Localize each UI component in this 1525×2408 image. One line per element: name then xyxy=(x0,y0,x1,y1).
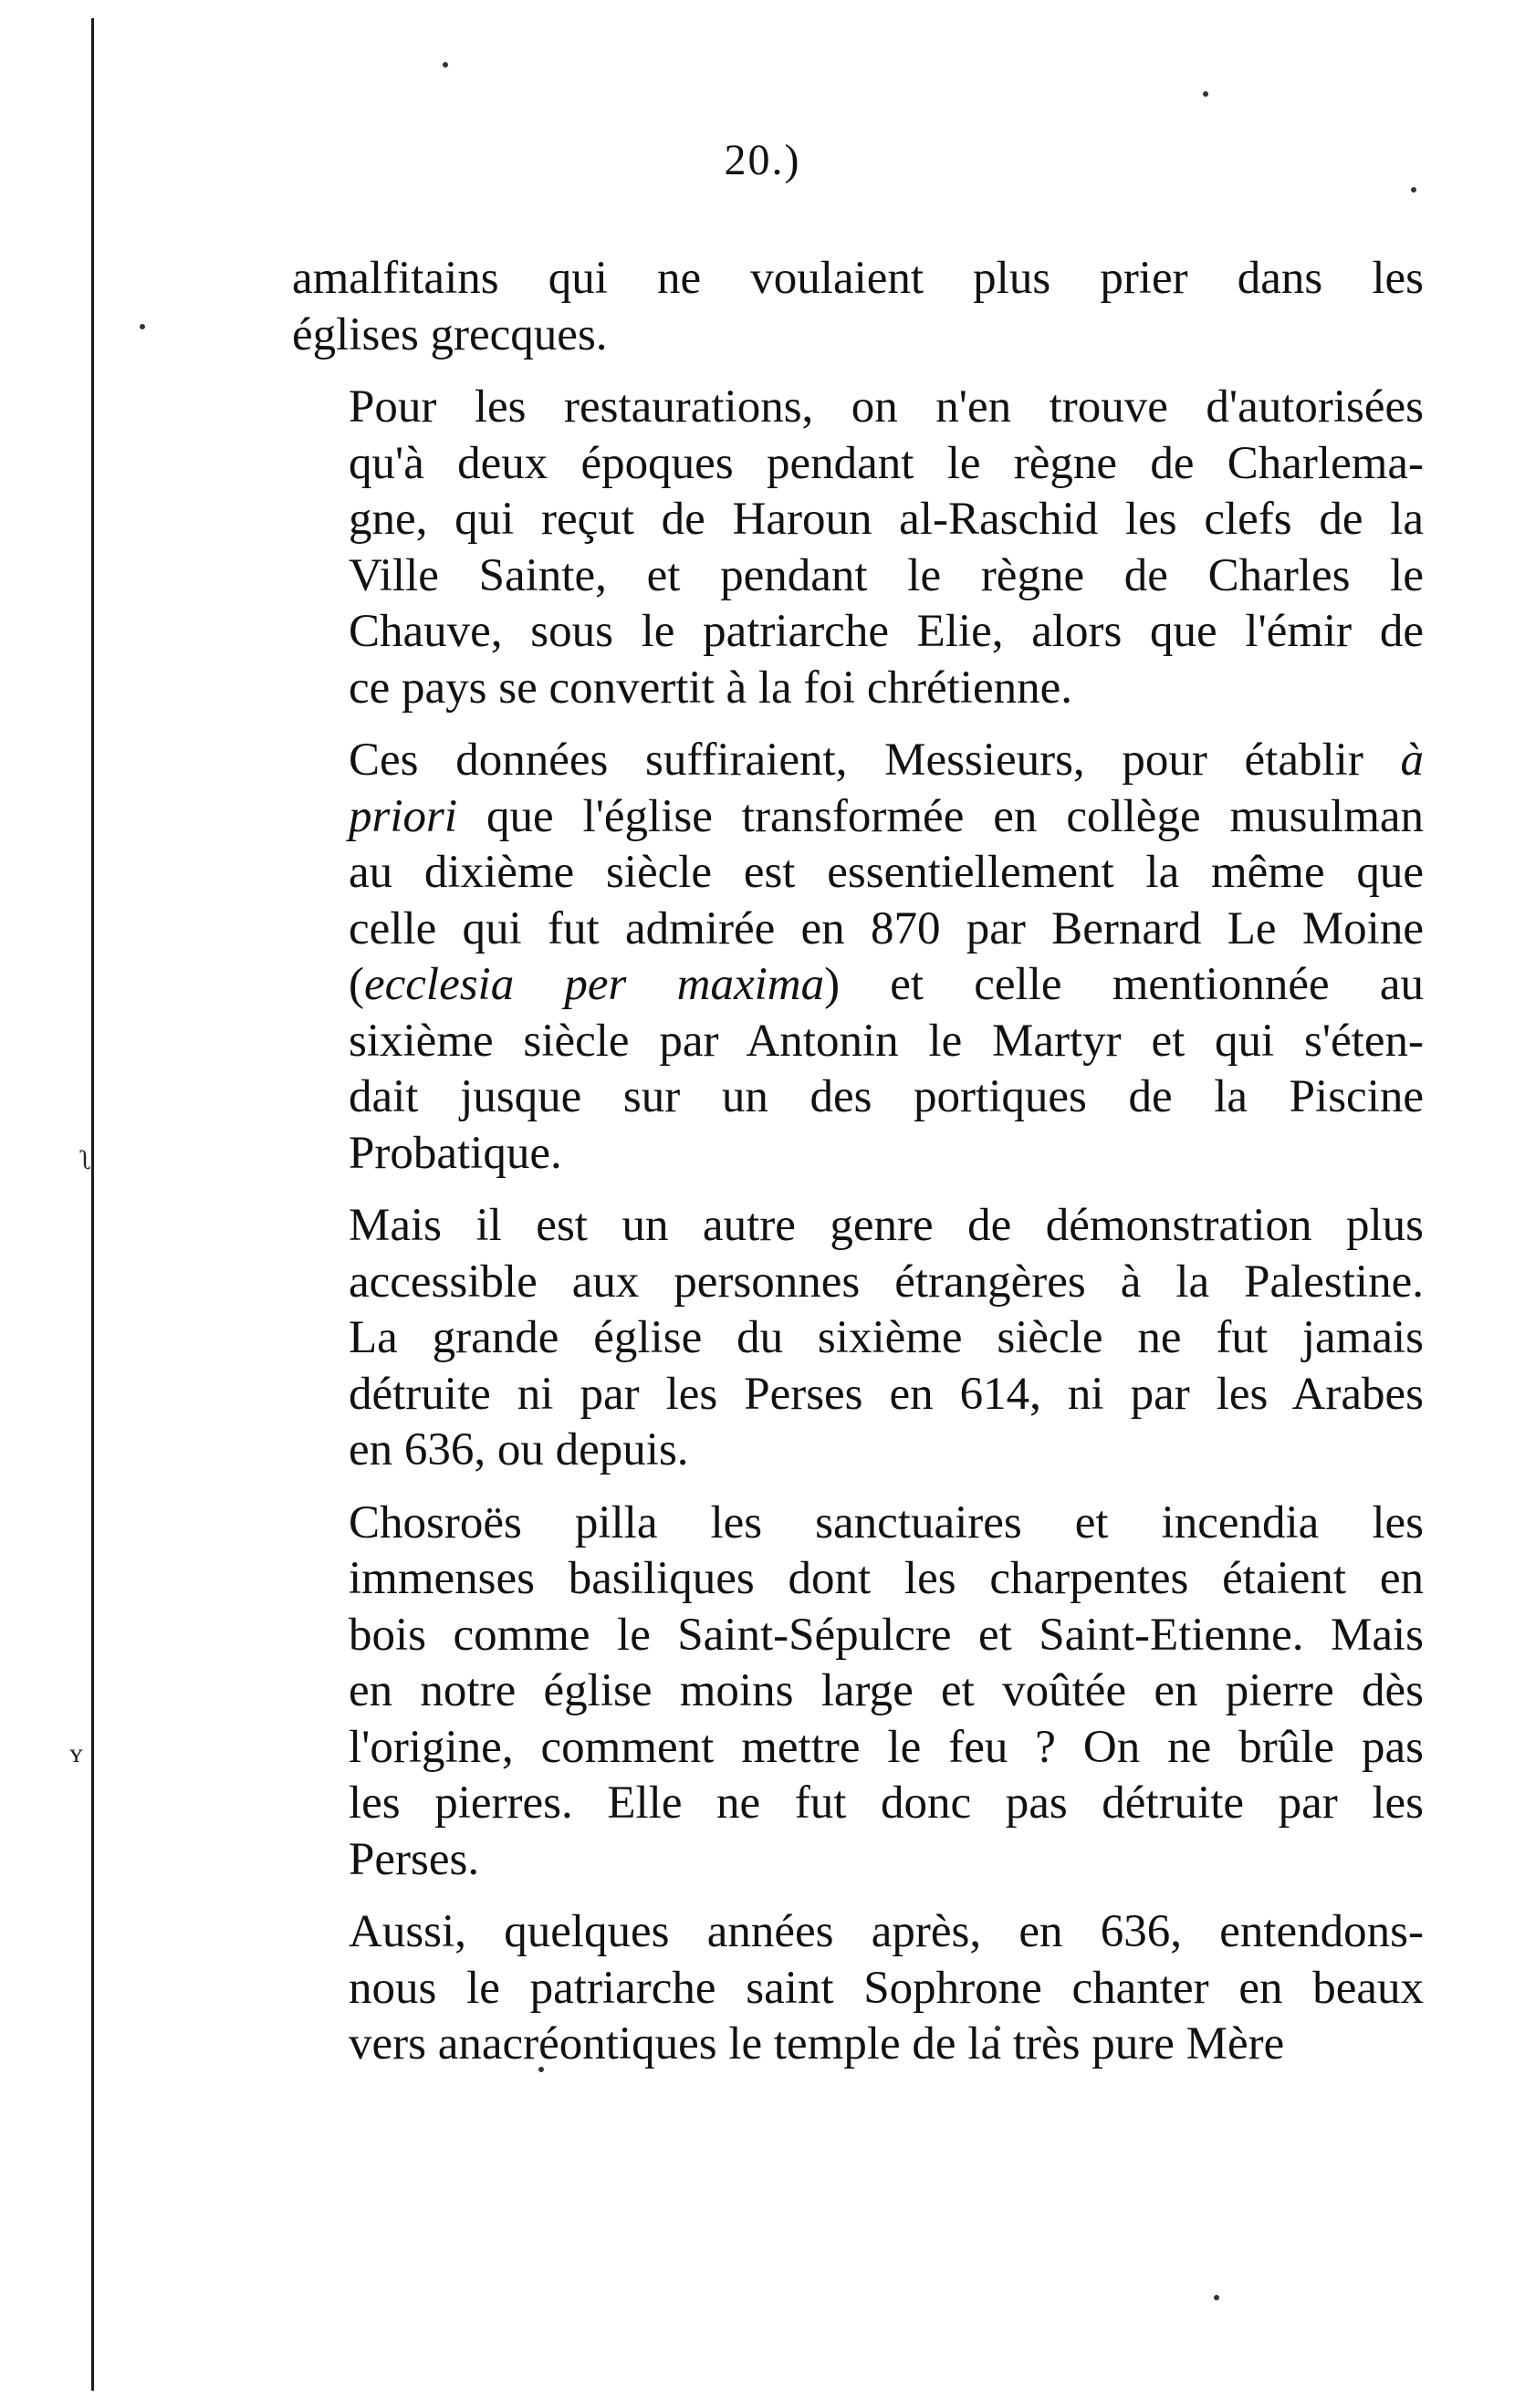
text-line: priori que l'église transformée en collège musulman xyxy=(349,790,1424,842)
text-line: Chosroës pilla les sanctuaires et incendia les xyxy=(349,1496,1424,1548)
text-line: immenses basiliques dont les charpentes étaient en xyxy=(349,1553,1424,1604)
text-line: vers anacréontiques le temple de la très pure Mère xyxy=(349,2018,1285,2069)
text-line: l'origine, comment mettre le feu ? On ne brûle pas xyxy=(349,1721,1424,1773)
text-line: amalfitains qui ne voulaient plus prier dans les xyxy=(292,253,1424,304)
scan-speck xyxy=(1411,187,1416,193)
scan-speck xyxy=(443,62,448,68)
text-line: La grande église du sixième siècle ne fut jamais xyxy=(349,1312,1424,1363)
left-margin-rule xyxy=(91,18,94,2391)
margin-mark: ʅ xyxy=(80,1145,93,1175)
text-line: nous le patriarche saint Sophrone chanter en beaux xyxy=(349,1962,1424,2014)
text-line: celle qui fut admirée en 870 par Bernard Le Moine xyxy=(349,902,1424,954)
scan-speck xyxy=(140,324,145,329)
text-line: en 636, ou depuis. xyxy=(349,1424,689,1475)
text-line: Chauve, sous le patriarche Elie, alors que l'émir de xyxy=(349,606,1424,657)
text-line: détruite ni par les Perses en 614, ni par les Arabes xyxy=(349,1368,1424,1420)
text-line: Perses. xyxy=(349,1833,480,1885)
text-line: ce pays se convertit à la foi chrétienne. xyxy=(349,662,1072,714)
text-line: accessible aux personnes étrangères à la Palestine. xyxy=(349,1256,1424,1308)
paragraph xyxy=(292,1904,1424,2073)
text-line: Ville Sainte, et pendant le règne de Charles le xyxy=(349,549,1424,601)
page-number: 20.) xyxy=(724,136,801,184)
text-line: Probatique. xyxy=(349,1127,562,1179)
paragraph xyxy=(292,251,1424,363)
text-line: au dixième siècle est essentiellement la même que xyxy=(349,847,1424,898)
text-line: Ces données suffiraient, Messieurs, pour établir à xyxy=(349,735,1424,786)
text-line: Aussi, quelques années après, en 636, entendons- xyxy=(349,1906,1424,1957)
text-line: gne, qui reçut de Haroun al-Raschid les clefs de la xyxy=(349,494,1424,545)
scan-speck xyxy=(1203,91,1208,97)
paragraph xyxy=(292,1198,1424,1479)
text-line: en notre église moins large et voûtée en pierre dès xyxy=(349,1665,1424,1716)
paragraph xyxy=(292,733,1424,1182)
text-line: (ecclesia per maxima) et celle mentionnée au xyxy=(349,959,1424,1010)
text-line: sixième siècle par Antonin le Martyr et qui s'éten- xyxy=(349,1015,1424,1067)
text-line: dait jusque sur un des portiques de la Piscine xyxy=(349,1071,1424,1122)
text-line: bois comme le Saint-Sépulcre et Saint-Etienne. Mais xyxy=(349,1609,1424,1661)
paragraph xyxy=(292,1496,1424,1889)
text-line: Mais il est un autre genre de démonstration plus xyxy=(349,1200,1424,1251)
text-line: Pour les restaurations, on n'en trouve d'autorisées xyxy=(349,381,1424,433)
text-line: églises grecques. xyxy=(292,308,608,360)
body-text xyxy=(292,251,1424,2073)
margin-mark: ʏ xyxy=(69,1738,83,1768)
paragraph xyxy=(292,380,1424,716)
text-line: qu'à deux époques pendant le règne de Charlema- xyxy=(349,437,1424,489)
scan-speck xyxy=(1214,2295,1219,2300)
text-line: les pierres. Elle ne fut donc pas détruite par les xyxy=(349,1777,1424,1829)
